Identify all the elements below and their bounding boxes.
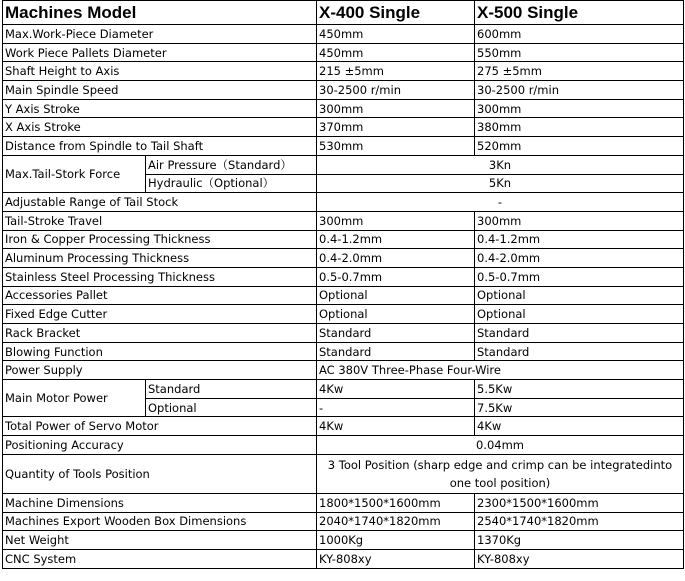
x400-value: Standard: [317, 324, 475, 343]
row-sublabel: Optional: [146, 398, 317, 417]
x400-value: Optional: [317, 305, 475, 324]
merged-value: -: [317, 193, 684, 212]
x400-value: 4Kw: [317, 380, 475, 399]
header-x400: X-400 Single: [317, 1, 475, 25]
x400-value: 300mm: [317, 211, 475, 230]
table-row: [3, 99, 684, 118]
x500-value: 300mm: [475, 99, 684, 118]
x400-value: 450mm: [317, 43, 475, 62]
x400-value: 300mm: [317, 99, 475, 118]
x500-value: 7.5Kw: [475, 398, 684, 417]
x400-value: -: [317, 398, 475, 417]
table-row: [3, 43, 684, 62]
row-label: Shaft Height to Axis: [3, 62, 317, 81]
x400-value: 215 ±5mm: [317, 62, 475, 81]
x500-value: 4Kw: [475, 417, 684, 436]
table-row: [3, 380, 684, 399]
x400-value: 0.4-1.2mm: [317, 230, 475, 249]
row-label: Work Piece Pallets Diameter: [3, 43, 317, 62]
merged-value: 5Kn: [317, 174, 684, 193]
row-label: Main Motor Power: [3, 380, 146, 417]
x400-value: 0.5-0.7mm: [317, 267, 475, 286]
x400-value: 1800*1500*1600mm: [317, 493, 475, 512]
x500-value: Optional: [475, 286, 684, 305]
table-row: [3, 305, 684, 324]
x500-value: 0.4-2.0mm: [475, 249, 684, 268]
table-row: [3, 249, 684, 268]
x400-value: 1000Kg: [317, 531, 475, 550]
table-row: [3, 342, 684, 361]
row-label: Machines Export Wooden Box Dimensions: [3, 512, 317, 531]
row-label: Distance from Spindle to Tail Shaft: [3, 137, 317, 156]
row-label: Y Axis Stroke: [3, 99, 317, 118]
x500-value: Standard: [475, 342, 684, 361]
x500-value: KY-808xy: [475, 549, 684, 568]
row-label: Rack Bracket: [3, 324, 317, 343]
row-label: Aluminum Processing Thickness: [3, 249, 317, 268]
merged-value: 3Kn: [317, 155, 684, 174]
table-row: [3, 267, 684, 286]
x400-value: Standard: [317, 342, 475, 361]
row-label: Quantity of Tools Position: [3, 454, 317, 493]
table-row: [3, 155, 684, 174]
x500-value: 600mm: [475, 25, 684, 44]
table-row: [3, 417, 684, 436]
x400-value: Optional: [317, 286, 475, 305]
row-label: Net Weight: [3, 531, 317, 550]
table-row: [3, 81, 684, 100]
x500-value: 2300*1500*1600mm: [475, 493, 684, 512]
row-label: Adjustable Range of Tail Stock: [3, 193, 317, 212]
row-label: Power Supply: [3, 361, 317, 380]
row-sublabel: Standard: [146, 380, 317, 399]
table-row: [3, 137, 684, 156]
x400-value: 450mm: [317, 25, 475, 44]
x500-value: 5.5Kw: [475, 380, 684, 399]
table-row: [3, 286, 684, 305]
table-row: [3, 25, 684, 44]
x400-value: 370mm: [317, 118, 475, 137]
x500-value: 2540*1740*1820mm: [475, 512, 684, 531]
table-row: [3, 118, 684, 137]
x500-value: 550mm: [475, 43, 684, 62]
row-label: Accessories Pallet: [3, 286, 317, 305]
x400-value: 4Kw: [317, 417, 475, 436]
table-row: [3, 512, 684, 531]
row-label: Iron & Copper Processing Thickness: [3, 230, 317, 249]
row-label: Total Power of Servo Motor: [3, 417, 317, 436]
merged-value: AC 380V Three-Phase Four-Wire: [317, 361, 684, 380]
x500-value: 520mm: [475, 137, 684, 156]
table-row: [3, 211, 684, 230]
row-label: Positioning Accuracy: [3, 436, 317, 455]
table-header-row: [3, 1, 684, 25]
x500-value: Optional: [475, 305, 684, 324]
merged-value: 3 Tool Position (sharp edge and crimp can be integratedinto one tool position): [317, 454, 684, 493]
x400-value: KY-808xy: [317, 549, 475, 568]
table-row: [3, 436, 684, 455]
x500-value: Standard: [475, 324, 684, 343]
spec-table: [2, 0, 684, 569]
table-row: [3, 193, 684, 212]
row-sublabel: Air Pressure（Standard）: [146, 155, 317, 174]
table-row: [3, 62, 684, 81]
x500-value: 300mm: [475, 211, 684, 230]
x500-value: 275 ±5mm: [475, 62, 684, 81]
header-x500: X-500 Single: [475, 1, 684, 25]
table-row: [3, 531, 684, 550]
table-row: [3, 493, 684, 512]
x500-value: 380mm: [475, 118, 684, 137]
table-row: [3, 230, 684, 249]
row-label: Blowing Function: [3, 342, 317, 361]
x400-value: 0.4-2.0mm: [317, 249, 475, 268]
x500-value: 1370Kg: [475, 531, 684, 550]
row-label: Max.Work-Piece Diameter: [3, 25, 317, 44]
x500-value: 30-2500 r/min: [475, 81, 684, 100]
row-label: X Axis Stroke: [3, 118, 317, 137]
x400-value: 2040*1740*1820mm: [317, 512, 475, 531]
table-row: [3, 324, 684, 343]
table-row: [3, 361, 684, 380]
x400-value: 30-2500 r/min: [317, 81, 475, 100]
x400-value: 530mm: [317, 137, 475, 156]
row-label: Tail-Stroke Travel: [3, 211, 317, 230]
row-label: Machine Dimensions: [3, 493, 317, 512]
table-row: [3, 549, 684, 568]
x500-value: 0.4-1.2mm: [475, 230, 684, 249]
row-label: Max.Tail-Stork Force: [3, 155, 146, 192]
row-label: Fixed Edge Cutter: [3, 305, 317, 324]
header-model-label: Machines Model: [3, 1, 317, 25]
merged-value: 0.04mm: [317, 436, 684, 455]
x500-value: 0.5-0.7mm: [475, 267, 684, 286]
row-label: Main Spindle Speed: [3, 81, 317, 100]
row-sublabel: Hydraulic（Optional）: [146, 174, 317, 193]
row-label: Stainless Steel Processing Thickness: [3, 267, 317, 286]
row-label: CNC System: [3, 549, 317, 568]
table-row: [3, 454, 684, 493]
